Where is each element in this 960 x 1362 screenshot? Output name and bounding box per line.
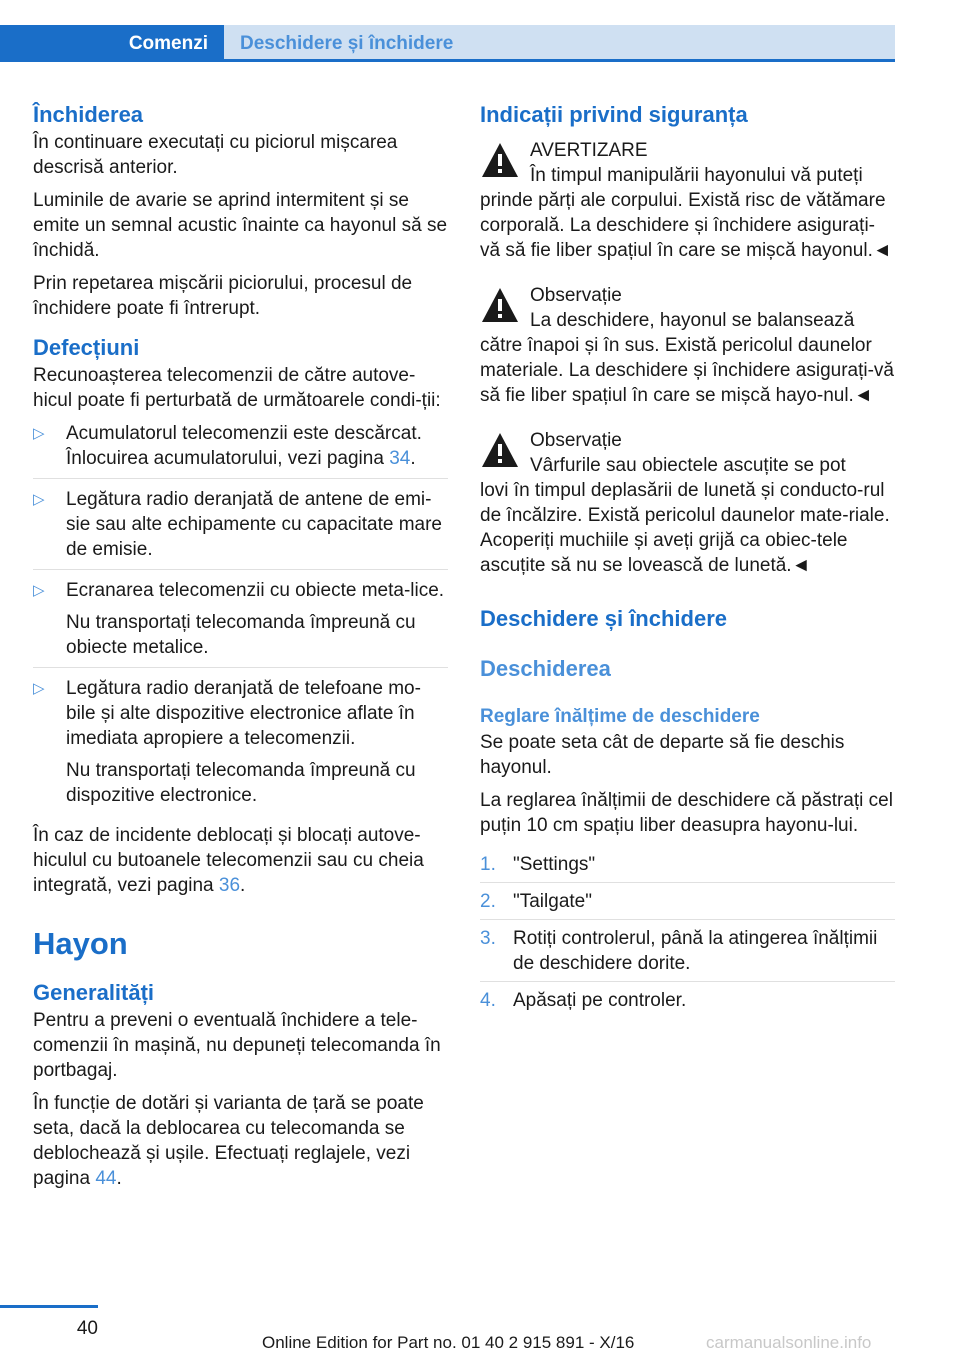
paragraph: Pentru a preveni o eventuală închidere a tele‐comenzii în mașină, nu depuneți telecomanda în portbagaj. <box>33 1010 441 1081</box>
paragraph-text: În funcție de dotări și varianta de țară se poate seta, dacă la deblocarea cu telecomanda se deblochează și ușile. Efectuați reglajele, vezi pagina <box>33 1093 424 1189</box>
step-text: Rotiți controlerul, până la atingerea înălțimii de deschidere dorite. <box>513 928 878 974</box>
chapter-tab <box>224 25 895 61</box>
warning-block <box>480 138 895 263</box>
header-rule <box>0 59 895 62</box>
heading-hayon: Hayon <box>33 926 128 961</box>
step-number: 4. <box>480 990 496 1011</box>
paragraph-text: . <box>240 875 246 896</box>
list-item <box>33 676 448 815</box>
step-text: "Settings" <box>513 854 596 875</box>
list-item-text: Legătura radio deranjată de antene de emi‐sie sau alte echipamente cu capacitate mare de emisie. <box>66 489 442 560</box>
warning-text: către înapoi și în sus. Există pericolul daunelor materiale. La deschidere și închidere asigurați-vă să fie liber spațiul în care se mișcă hayo‐nul.◄ <box>480 335 894 406</box>
triangle-bullet-icon: ▷ <box>33 425 45 442</box>
list-item-text: Acumulatorul telecomenzii este descărcat. Înlocuirea acumulatorului, vezi pagina <box>66 423 422 469</box>
step-text: Apăsați pe controler. <box>513 990 687 1011</box>
watermark-text: carmanualsonline.info <box>706 1333 872 1352</box>
list-item-text: Legătura radio deranjată de telefoane mo‐bile și alte dispozitive electronice aflate în imediata apropiere a telecomenzii. <box>66 678 421 749</box>
steps-list <box>480 852 895 1018</box>
step-text: "Tailgate" <box>513 891 592 912</box>
warning-text: lovi în timpul deplasării de lunetă și conducto‐rul de încălzire. Există pericolul daunelor mate‐riale. Acoperiți muchiile și aveți grijă ca obiec‐tele ascuțite să nu se lovească de lunetă.◄ <box>480 480 890 576</box>
paragraph <box>33 1091 448 1191</box>
triangle-bullet-icon: ▷ <box>33 582 45 599</box>
heading-reglare: Reglare înălțime de deschidere <box>480 706 760 727</box>
step-number: 3. <box>480 928 496 949</box>
list-item-text: Ecranarea telecomenzii cu obiecte meta‐lice. <box>66 580 445 601</box>
paragraph-text: . <box>116 1168 122 1189</box>
warning-title: AVERTIZARE <box>530 140 648 161</box>
page-link[interactable]: 44 <box>95 1168 117 1189</box>
page-link[interactable]: 34 <box>389 448 411 469</box>
section-title: Comenzi <box>128 33 208 54</box>
list-item <box>480 926 895 982</box>
warning-title: Observație <box>530 430 622 451</box>
warning-first-line: La deschidere, hayonul se balansează <box>530 310 855 331</box>
paragraph: Prin repetarea mișcării piciorului, procesul de închidere poate fi întrerupt. <box>33 273 413 319</box>
paragraph: Recunoașterea telecomenzii de către autove‐hicul poate fi perturbată de următoarele condi‐ții: <box>33 365 441 411</box>
warning-text: prinde părți ale corpului. Există risc de vătămare corporală. La deschidere și închidere asigurați-vă să fie liber spațiul în care se mișcă hayonul.◄ <box>480 190 892 261</box>
list-item <box>480 988 895 1018</box>
step-number: 1. <box>480 854 496 875</box>
list-item-note: Nu transportați telecomanda împreună cu dispozitive electronice. <box>66 760 416 806</box>
list-item <box>33 578 448 668</box>
section-tab <box>0 25 224 61</box>
paragraph: Se poate seta cât de departe să fie deschis hayonul. <box>480 732 845 778</box>
warning-triangle-icon <box>480 430 520 470</box>
list-item <box>33 421 448 479</box>
paragraph: În continuare executați cu piciorul mișcarea descrisă anterior. <box>33 132 398 178</box>
warning-triangle-icon <box>480 285 520 325</box>
left-column <box>33 100 448 1199</box>
heading-inchiderea: Închiderea <box>33 102 144 127</box>
warning-triangle-icon <box>480 140 520 180</box>
paragraph: Luminile de avarie se aprind intermitent și se emite un semnal acustic înainte ca hayonul să se închidă. <box>33 190 448 261</box>
chapter-title: Deschidere și închidere <box>240 33 454 54</box>
warning-block <box>480 283 895 408</box>
heading-deschiderea: Deschiderea <box>480 656 611 681</box>
list-item <box>33 487 448 570</box>
warning-first-line: În timpul manipulării hayonului vă puteți <box>530 165 863 186</box>
warning-block <box>480 428 895 578</box>
heading-deschidere-inchidere: Deschidere și închidere <box>480 606 727 631</box>
paragraph: La reglarea înălțimii de deschidere că păstrați cel puțin 10 cm spațiu liber deasupra hayonu‐lui. <box>480 790 893 836</box>
page-number: 40 <box>76 1318 98 1339</box>
warning-first-line: Vârfurile sau obiectele ascuțite se pot <box>530 455 846 476</box>
page-link[interactable]: 36 <box>218 875 241 896</box>
step-number: 2. <box>480 891 496 912</box>
warning-title: Observație <box>530 285 622 306</box>
list-item <box>480 852 895 883</box>
heading-generalitati: Generalități <box>33 980 155 1005</box>
list-item-text: . <box>410 448 416 469</box>
list-item-note: Nu transportați telecomanda împreună cu obiecte metalice. <box>66 612 416 658</box>
page-header <box>0 25 895 61</box>
triangle-bullet-icon: ▷ <box>33 680 45 697</box>
triangle-bullet-icon: ▷ <box>33 491 45 508</box>
paragraph-text: În caz de incidente deblocați și blocați autove‐hiculul cu butoanele telecomenzii sau cu cheia integrată, vezi pagina <box>33 825 424 896</box>
list-item <box>480 889 895 920</box>
right-column <box>480 100 895 1024</box>
heading-siguranta: Indicații privind siguranța <box>480 102 748 127</box>
edition-text: Online Edition for Part no. 01 40 2 915 891 - X/16 <box>262 1333 635 1352</box>
heading-defectiuni: Defecțiuni <box>33 335 140 360</box>
fault-list <box>33 421 448 815</box>
paragraph <box>33 823 448 898</box>
footer-rule <box>0 1305 98 1308</box>
